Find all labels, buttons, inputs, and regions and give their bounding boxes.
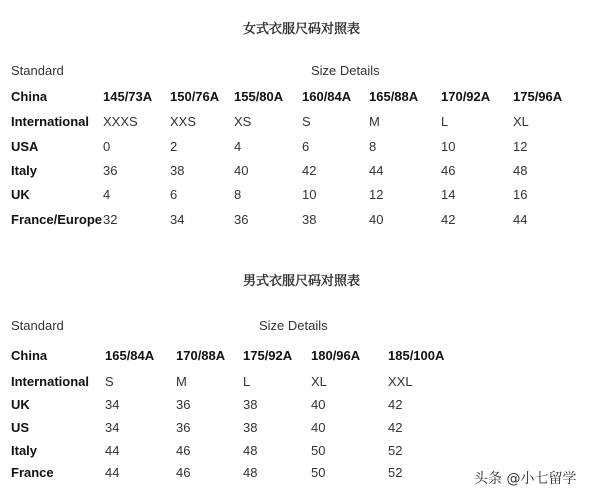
women-size-details-label: Size Details [311, 63, 380, 78]
men-standard-label: Standard [11, 318, 64, 333]
women-table-cell: 44 [369, 163, 384, 178]
men-table-cell: M [176, 374, 187, 389]
men-table-cell: S [105, 374, 114, 389]
men-table-cell: 175/92A [243, 348, 293, 363]
women-table-cell: XXXS [103, 114, 138, 129]
women-table-cell: 150/76A [170, 89, 220, 104]
men-table-cell: L [243, 374, 251, 389]
men-table-cell: 46 [176, 443, 191, 458]
men-table-cell: 44 [105, 443, 120, 458]
men-table-cell: 50 [311, 443, 326, 458]
women-row-label: USA [11, 139, 39, 154]
women-table-cell: 46 [441, 163, 456, 178]
women-table-cell: 170/92A [441, 89, 491, 104]
women-table-cell: L [441, 114, 449, 129]
women-table-cell: 34 [170, 212, 185, 227]
women-table-cell: 2 [170, 139, 178, 154]
women-table-cell: 6 [302, 139, 310, 154]
women-table-cell: 48 [513, 163, 528, 178]
men-row-label: US [11, 420, 30, 435]
women-table-cell: 36 [234, 212, 249, 227]
women-row-label: Italy [11, 163, 38, 178]
women-table-cell: 10 [302, 187, 317, 202]
men-row-label: China [11, 348, 48, 363]
men-row-label: Italy [11, 443, 38, 458]
men-table-cell: XL [311, 374, 327, 389]
men-table-cell: 36 [176, 420, 191, 435]
men-row-label: UK [11, 397, 30, 412]
women-table-cell: XXS [170, 114, 197, 129]
women-table-cell: 14 [441, 187, 456, 202]
women-row-label: International [11, 114, 90, 129]
men-table-cell: 34 [105, 397, 120, 412]
men-table-cell: 38 [243, 397, 258, 412]
women-table-cell: 16 [513, 187, 528, 202]
men-table-cell: 165/84A [105, 348, 155, 363]
men-table-cell: 40 [311, 397, 326, 412]
women-table-cell: 44 [513, 212, 528, 227]
women-table-cell: 4 [234, 139, 242, 154]
women-table-cell: 12 [369, 187, 384, 202]
men-table-cell: 42 [388, 420, 403, 435]
women-table-cell: 38 [170, 163, 185, 178]
men-table-cell: 185/100A [388, 348, 445, 363]
women-table-cell: 42 [302, 163, 317, 178]
women-table-cell: XS [234, 114, 252, 129]
women-table-cell: 12 [513, 139, 528, 154]
women-table-cell: 160/84A [302, 89, 352, 104]
women-table-cell: 38 [302, 212, 317, 227]
women-table-title: 女式衣服尺码对照表 [243, 21, 361, 36]
women-table-cell: 6 [170, 187, 178, 202]
men-table-cell: 48 [243, 465, 258, 480]
women-table-cell: 40 [234, 163, 249, 178]
men-table-cell: 38 [243, 420, 258, 435]
women-table-cell: 42 [441, 212, 456, 227]
men-table-cell: 48 [243, 443, 258, 458]
women-table-cell: 8 [234, 187, 242, 202]
women-table-cell: 145/73A [103, 89, 153, 104]
watermark-text: 头条 @小七留学 [474, 471, 577, 487]
women-table-cell: 36 [103, 163, 118, 178]
men-table-cell: XXL [388, 374, 413, 389]
women-row-label: UK [11, 187, 30, 202]
men-table-cell: 50 [311, 465, 326, 480]
men-table-cell: 34 [105, 420, 120, 435]
men-table-cell: 170/88A [176, 348, 226, 363]
women-table-cell: 40 [369, 212, 384, 227]
men-row-label: International [11, 374, 90, 389]
women-table-cell: 165/88A [369, 89, 419, 104]
men-row-label: France [11, 465, 54, 480]
men-table-cell: 52 [388, 443, 403, 458]
women-table-cell: 155/80A [234, 89, 284, 104]
women-table-cell: 10 [441, 139, 456, 154]
women-standard-label: Standard [11, 63, 64, 78]
women-table-cell: 175/96A [513, 89, 563, 104]
women-table-cell: 32 [103, 212, 118, 227]
men-table-cell: 42 [388, 397, 403, 412]
men-table-cell: 180/96A [311, 348, 361, 363]
women-table-cell: 0 [103, 139, 111, 154]
men-table-title: 男式衣服尺码对照表 [243, 273, 361, 288]
women-table-cell: XL [513, 114, 529, 129]
women-table-cell: M [369, 114, 380, 129]
men-table-cell: 36 [176, 397, 191, 412]
men-table-cell: 44 [105, 465, 120, 480]
men-table-cell: 46 [176, 465, 191, 480]
men-table-cell: 52 [388, 465, 403, 480]
men-table-cell: 40 [311, 420, 326, 435]
men-size-details-label: Size Details [259, 318, 328, 333]
women-table-cell: 8 [369, 139, 377, 154]
women-table-cell: S [302, 114, 311, 129]
women-row-label: China [11, 89, 48, 104]
women-table-cell: 4 [103, 187, 111, 202]
women-row-label: France/Europe [11, 212, 103, 227]
